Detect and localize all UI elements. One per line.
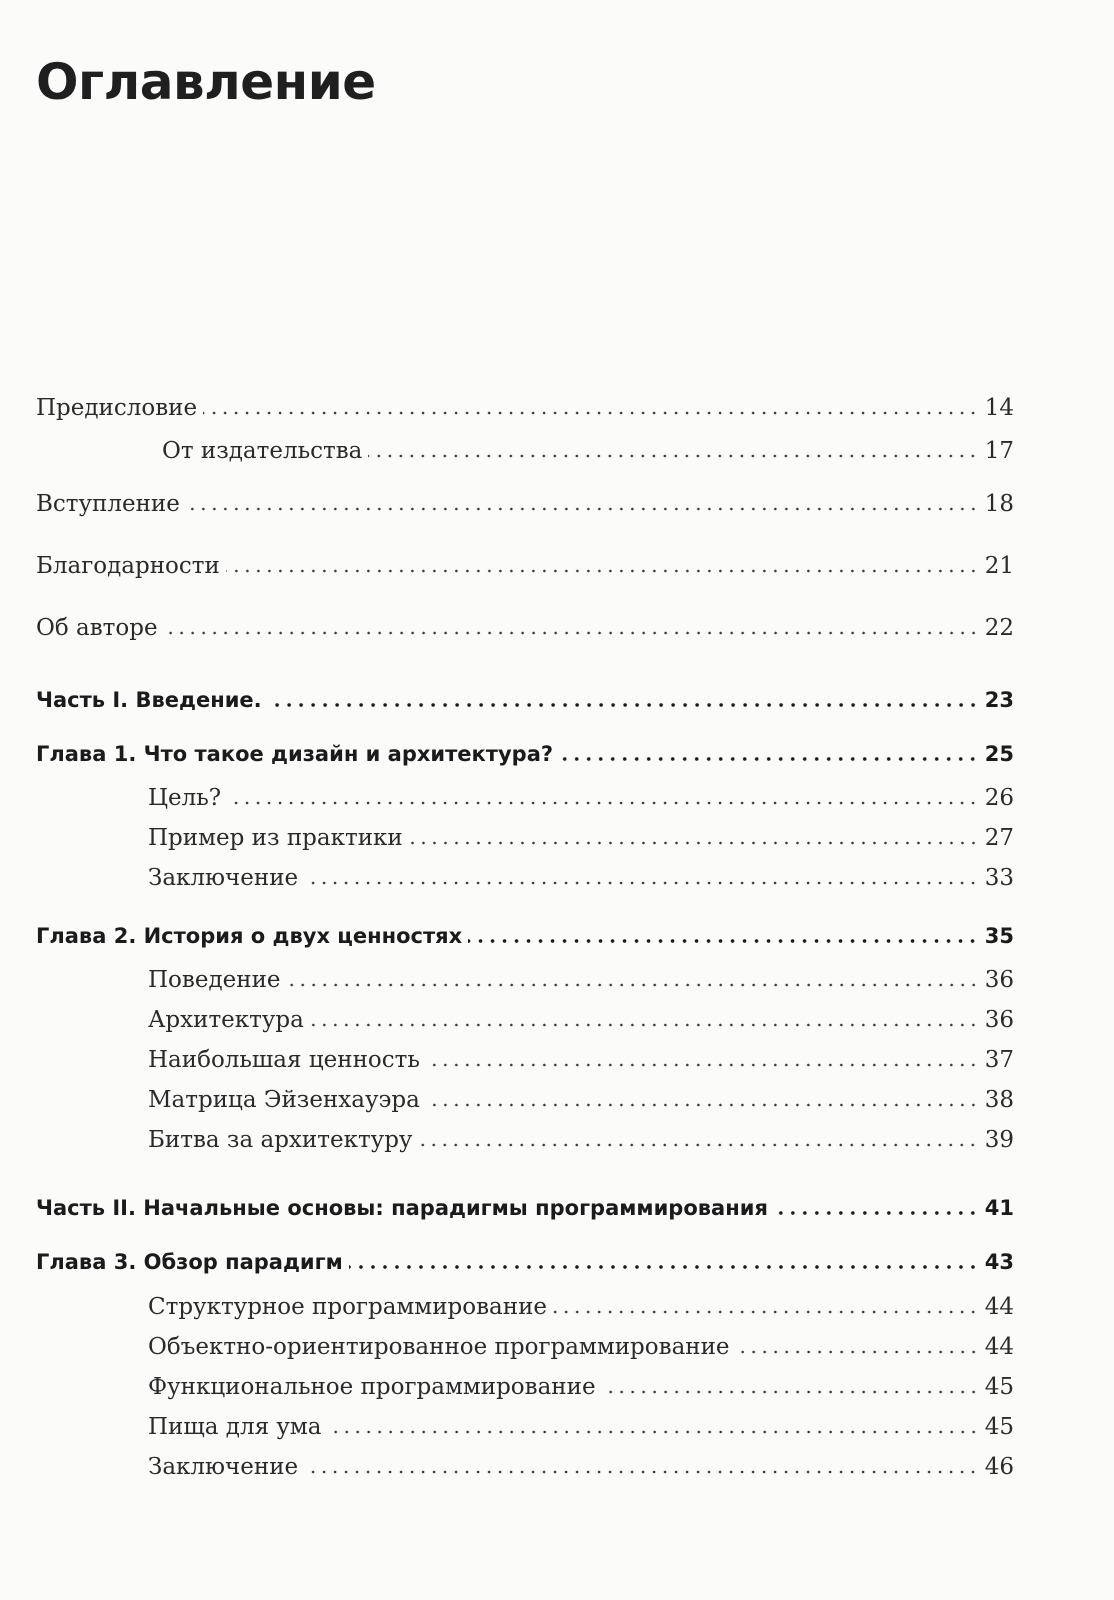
- toc-entry: [148, 1447, 1014, 1481]
- toc-entry-page-number: 45: [984, 1374, 1014, 1400]
- dot-leader: [310, 1023, 979, 1027]
- dot-leader: [203, 411, 979, 415]
- toc-entry-title: Об авторе: [36, 615, 158, 641]
- dot-leader: [164, 631, 979, 635]
- dot-leader: [426, 1063, 979, 1067]
- toc-entry: [148, 858, 1014, 892]
- toc-entry-title: Цель?: [148, 785, 222, 811]
- toc-entry-page-number: 45: [984, 1414, 1014, 1440]
- toc-entry: [36, 484, 1014, 518]
- toc-heading-entry: [36, 916, 1014, 950]
- toc-entry-page-number: 38: [984, 1087, 1014, 1113]
- toc-entry-page-number: 27: [984, 825, 1014, 851]
- toc-entry-page-number: 17: [984, 438, 1014, 464]
- dot-leader: [226, 569, 979, 573]
- toc-entry-title: Часть II. Начальные основы: парадигмы программирования: [36, 1196, 768, 1220]
- dot-leader: [602, 1390, 979, 1394]
- toc-entry-title: Глава 2. История о двух ценностях: [36, 924, 463, 948]
- toc-entry: [148, 1080, 1014, 1114]
- dot-leader: [304, 881, 979, 885]
- toc-entry-page-number: 14: [984, 395, 1014, 421]
- toc-entry: [148, 818, 1014, 852]
- dot-leader: [468, 939, 979, 943]
- toc-entry: [148, 1287, 1014, 1321]
- toc-entry-page-number: 44: [984, 1294, 1014, 1320]
- toc-entry-page-number: 44: [984, 1334, 1014, 1360]
- dot-leader: [287, 983, 979, 987]
- toc-entry-page-number: 46: [984, 1454, 1014, 1480]
- toc-entry-page-number: 18: [984, 491, 1014, 517]
- dot-leader: [328, 1430, 979, 1434]
- toc-entry-title: Благодарности: [36, 553, 220, 579]
- dot-leader: [186, 507, 979, 511]
- toc-entry-title: Архитектура: [148, 1007, 304, 1033]
- dot-leader: [409, 841, 979, 845]
- toc-entry: [148, 1120, 1014, 1154]
- toc-heading-entry: [36, 680, 1014, 714]
- toc-entry-title: Матрица Эйзенхауэра: [148, 1087, 420, 1113]
- toc-entry: [36, 546, 1014, 580]
- dot-leader: [368, 454, 978, 458]
- dot-leader: [559, 757, 979, 761]
- toc-heading-entry: [36, 734, 1014, 768]
- toc-entry-title: Глава 1. Что такое дизайн и архитектура?: [36, 742, 554, 766]
- toc-entry-page-number: 36: [984, 967, 1014, 993]
- toc-entry-page-number: 36: [984, 1007, 1014, 1033]
- dot-leader: [736, 1350, 979, 1354]
- toc-entry-title: Поведение: [148, 967, 281, 993]
- toc-entry-title: Глава 3. Обзор парадигм: [36, 1250, 343, 1274]
- dot-leader: [774, 1211, 979, 1215]
- toc-entry-page-number: 37: [984, 1047, 1014, 1073]
- toc-entry-title: Заключение: [148, 865, 299, 891]
- dot-leader: [553, 1310, 979, 1314]
- toc-entry-title: Заключение: [148, 1454, 299, 1480]
- toc-entry-title: Пример из практики: [148, 825, 403, 851]
- toc-entry-page-number: 35: [984, 924, 1014, 948]
- toc-entry-page-number: 39: [984, 1127, 1014, 1153]
- dot-leader: [227, 801, 979, 805]
- toc-entry-title: Наибольшая ценность: [148, 1047, 420, 1073]
- dot-leader: [426, 1103, 979, 1107]
- toc-entry-page-number: 41: [984, 1196, 1014, 1220]
- toc-entry: [148, 1327, 1014, 1361]
- page-title: Оглавление: [36, 53, 376, 111]
- toc-entry-title: Предисловие: [36, 395, 198, 421]
- toc-entry: [148, 960, 1014, 994]
- toc-entry-title: Структурное программирование: [148, 1294, 548, 1320]
- toc-entry: [148, 1000, 1014, 1034]
- toc-entry-page-number: 33: [984, 865, 1014, 891]
- dot-leader: [349, 1265, 979, 1269]
- toc-entry: [148, 1367, 1014, 1401]
- toc-entry: [148, 1040, 1014, 1074]
- toc-entry: [36, 608, 1014, 642]
- toc-entry: [148, 1407, 1014, 1441]
- toc-entry-page-number: 25: [984, 742, 1014, 766]
- toc-heading-entry: [36, 1188, 1014, 1222]
- toc-entry: [162, 431, 1014, 465]
- toc-entry-title: Часть I. Введение.: [36, 688, 262, 712]
- toc-entry-title: Объектно-ориентированное программирование: [148, 1334, 730, 1360]
- toc-entry-page-number: 22: [984, 615, 1014, 641]
- toc-entry-title: Пища для ума: [148, 1414, 322, 1440]
- dot-leader: [418, 1143, 978, 1147]
- toc-entry: [148, 778, 1014, 812]
- toc-entry-title: Функциональное программирование: [148, 1374, 596, 1400]
- dot-leader: [304, 1470, 979, 1474]
- toc-heading-entry: [36, 1242, 1014, 1276]
- toc-entry-page-number: 23: [984, 688, 1014, 712]
- toc-entry-title: От издательства: [162, 438, 363, 464]
- dot-leader: [268, 703, 979, 707]
- toc-entry-title: Битва за архитектуру: [148, 1127, 413, 1153]
- toc-entry-title: Вступление: [36, 491, 180, 517]
- toc-entry-page-number: 21: [984, 553, 1014, 579]
- toc-entry-page-number: 43: [984, 1250, 1014, 1274]
- toc-entry-page-number: 26: [984, 785, 1014, 811]
- toc-entry: [36, 388, 1014, 422]
